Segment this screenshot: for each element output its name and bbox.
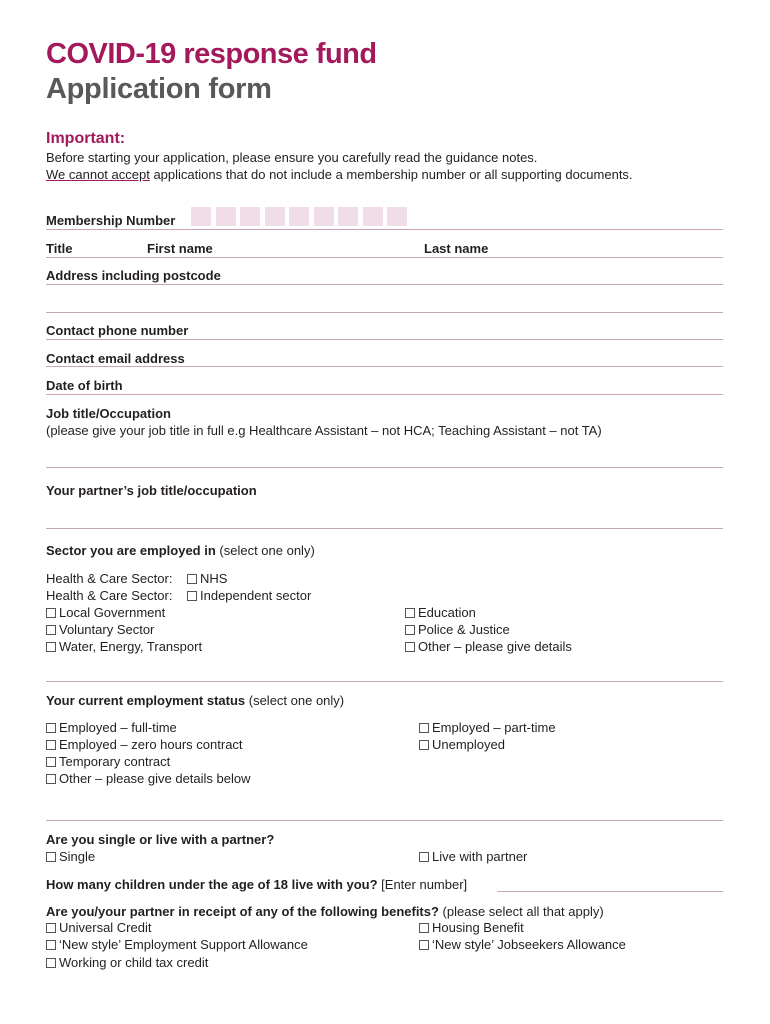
membership-digit-box[interactable] <box>265 207 285 226</box>
membership-digit-box[interactable] <box>216 207 236 226</box>
checkbox[interactable] <box>46 723 56 733</box>
checkbox[interactable] <box>46 642 56 652</box>
form-title: COVID-19 response fund <box>46 38 377 70</box>
job-title-field-line[interactable] <box>46 467 723 468</box>
form-subtitle: Application form <box>46 73 272 105</box>
phone-field-line[interactable] <box>46 339 723 340</box>
last-name-label: Last name <box>424 241 489 256</box>
option-temporary[interactable] <box>46 754 170 770</box>
option-label: Water, Energy, Transport <box>59 639 203 654</box>
health-care-prefix: Health & Care Sector: <box>46 588 173 603</box>
sector-note: (select one only) <box>215 543 315 558</box>
membership-digit-box[interactable] <box>314 207 334 226</box>
option-universal-credit[interactable] <box>46 920 151 936</box>
partner-job-field-line[interactable] <box>46 528 723 529</box>
checkbox[interactable] <box>46 757 56 767</box>
checkbox[interactable] <box>419 852 429 862</box>
important-heading: Important: <box>46 130 126 147</box>
title-label: Title <box>46 241 73 256</box>
checkbox[interactable] <box>419 740 429 750</box>
option-label: ‘New style’ Employment Support Allowance <box>59 937 308 952</box>
important-underlined-text: We cannot accept <box>46 167 150 182</box>
email-field-line[interactable] <box>46 366 723 367</box>
employment-label-text: Your current employment status <box>46 693 246 708</box>
benefits-note: (please select all that apply) <box>438 904 604 919</box>
option-label: ‘New style’ Jobseekers Allowance <box>432 937 626 952</box>
option-jsa[interactable] <box>419 937 626 953</box>
option-label: Unemployed <box>432 737 505 752</box>
option-label: Other – please give details below <box>59 771 251 786</box>
partner-job-label: Your partner’s job title/occupation <box>46 483 257 498</box>
membership-digit-box[interactable] <box>363 207 383 226</box>
membership-digit-box[interactable] <box>191 207 211 226</box>
dob-label: Date of birth <box>46 378 123 393</box>
option-nhs[interactable] <box>187 571 227 587</box>
option-local-government[interactable] <box>46 605 165 621</box>
option-unemployed[interactable] <box>419 737 505 753</box>
option-label: Education <box>418 605 476 620</box>
checkbox[interactable] <box>405 608 415 618</box>
checkbox[interactable] <box>46 852 56 862</box>
email-label: Contact email address <box>46 351 185 366</box>
checkbox[interactable] <box>46 958 56 968</box>
option-employment-other[interactable] <box>46 771 251 787</box>
children-number-field[interactable] <box>497 891 723 892</box>
divider <box>46 681 723 682</box>
membership-digit-box[interactable] <box>240 207 260 226</box>
option-water-energy-transport[interactable] <box>46 639 202 655</box>
health-care-prefix: Health & Care Sector: <box>46 571 173 586</box>
option-full-time[interactable] <box>46 720 177 736</box>
option-zero-hours[interactable] <box>46 737 243 753</box>
address-field-line[interactable] <box>46 284 723 285</box>
divider <box>46 820 723 821</box>
checkbox[interactable] <box>46 608 56 618</box>
name-field-line[interactable] <box>46 257 723 258</box>
job-title-label: Job title/Occupation <box>46 406 171 421</box>
option-label: Employed – full-time <box>59 720 177 735</box>
address-label: Address including postcode <box>46 268 221 283</box>
option-label: Temporary contract <box>59 754 171 769</box>
phone-label: Contact phone number <box>46 323 189 338</box>
option-label: Local Government <box>59 605 166 620</box>
important-line-2-rest: applications that do not include a membership number or all supporting documents. <box>149 167 633 182</box>
option-label: NHS <box>200 571 228 586</box>
option-label: Voluntary Sector <box>59 622 155 637</box>
option-label: Single <box>59 849 96 864</box>
option-label: Other – please give details <box>418 639 572 654</box>
first-name-label: First name <box>147 241 213 256</box>
option-esa[interactable] <box>46 937 308 953</box>
checkbox[interactable] <box>405 625 415 635</box>
membership-number-label: Membership Number <box>46 213 176 228</box>
option-tax-credit[interactable] <box>46 955 208 971</box>
checkbox[interactable] <box>46 923 56 933</box>
option-label: Live with partner <box>432 849 528 864</box>
option-label: Employed – zero hours contract <box>59 737 243 752</box>
benefits-question-text: Are you/your partner in receipt of any of the following benefits? <box>46 904 439 919</box>
sector-label <box>46 543 315 559</box>
dob-field-line[interactable] <box>46 394 723 395</box>
option-label: Employed – part-time <box>432 720 556 735</box>
important-line-1: Before starting your application, please ensure you carefully read the guidance notes. <box>46 150 538 165</box>
membership-digit-box[interactable] <box>338 207 358 226</box>
children-question <box>46 877 467 893</box>
checkbox[interactable] <box>419 940 429 950</box>
option-police-justice[interactable] <box>405 622 510 638</box>
checkbox[interactable] <box>46 625 56 635</box>
membership-digit-box[interactable] <box>387 207 407 226</box>
option-voluntary-sector[interactable] <box>46 622 154 638</box>
checkbox[interactable] <box>419 723 429 733</box>
checkbox[interactable] <box>419 923 429 933</box>
option-label: Housing Benefit <box>432 920 524 935</box>
option-live-with-partner[interactable] <box>419 849 527 865</box>
option-housing-benefit[interactable] <box>419 920 524 936</box>
partner-question: Are you single or live with a partner? <box>46 832 275 847</box>
employment-status-label <box>46 693 344 709</box>
children-question-text: How many children under the age of 18 live with you? <box>46 877 378 892</box>
divider <box>46 229 723 230</box>
checkbox[interactable] <box>46 774 56 784</box>
option-single[interactable] <box>46 849 95 865</box>
checkbox[interactable] <box>187 574 197 584</box>
benefits-question <box>46 904 604 920</box>
option-independent-sector[interactable] <box>187 588 311 604</box>
employment-note: (select one only) <box>245 693 345 708</box>
option-sector-other[interactable] <box>405 639 572 655</box>
sector-label-text: Sector you are employed in <box>46 543 216 558</box>
important-line-2 <box>46 167 633 183</box>
option-education[interactable] <box>405 605 476 621</box>
option-label: Universal Credit <box>59 920 152 935</box>
option-label: Police & Justice <box>418 622 510 637</box>
checkbox[interactable] <box>405 642 415 652</box>
option-part-time[interactable] <box>419 720 556 736</box>
checkbox[interactable] <box>46 940 56 950</box>
address-field-line-2[interactable] <box>46 312 723 313</box>
children-note: [Enter number] <box>377 877 468 892</box>
checkbox[interactable] <box>187 591 197 601</box>
checkbox[interactable] <box>46 740 56 750</box>
option-label: Working or child tax credit <box>59 955 209 970</box>
job-title-note: (please give your job title in full e.g Healthcare Assistant – not HCA; Teaching Assistant – not TA) <box>46 423 602 438</box>
option-label: Independent sector <box>200 588 312 603</box>
membership-digit-box[interactable] <box>289 207 309 226</box>
